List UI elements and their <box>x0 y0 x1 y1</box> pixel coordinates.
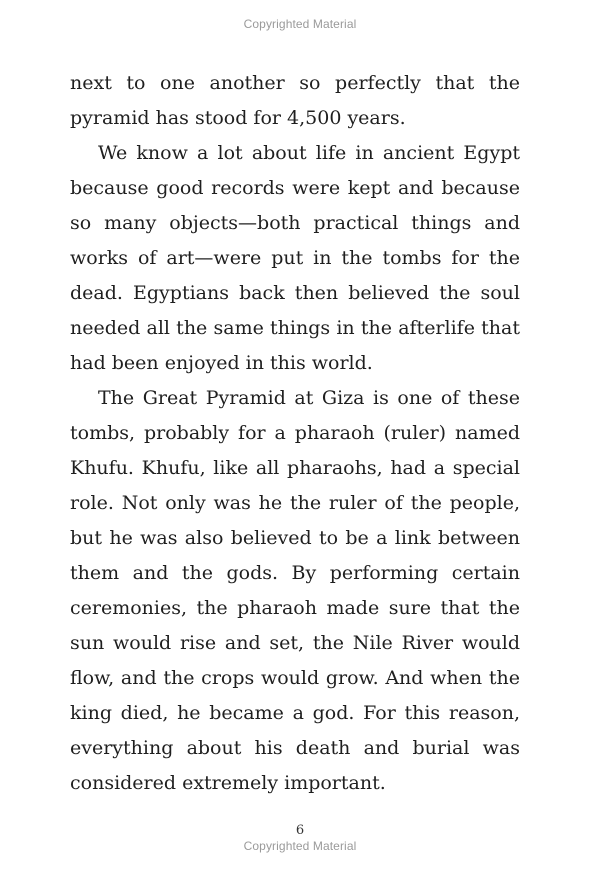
paragraph-great-pyramid: The Great Pyramid at Giza is one of these tombs, probably for a pharaoh (ruler) named Khufu. Khufu, like all pharaohs, had a special role. Not only was he the ruler of the people, but he was also believed to be a link between them and the gods. By performing certain ceremonies, the pharaoh made sure that the sun would rise and set, the Nile River would flow, and the crops would grow. And when the king died, he became a god. For this reason, everything about his death and burial was considered extremely important. <box>70 387 520 794</box>
paragraph-continuation: next to one another so perfectly that the pyramid has stood for 4,500 years. <box>70 72 520 129</box>
page-number: 6 <box>295 823 305 838</box>
paragraph-egypt-records: We know a lot about life in ancient Egypt because good records were kept and because so many objects—both practical things and works of art—were put in the tombs for the dead. Egyptians back then believed the soul needed all the same things in the afterlife that had been enjoyed in this world. <box>70 142 520 374</box>
page-body-text <box>70 66 520 801</box>
copyright-watermark-bottom: Copyrighted Material <box>243 839 357 853</box>
copyright-watermark-top: Copyrighted Material <box>243 17 357 31</box>
